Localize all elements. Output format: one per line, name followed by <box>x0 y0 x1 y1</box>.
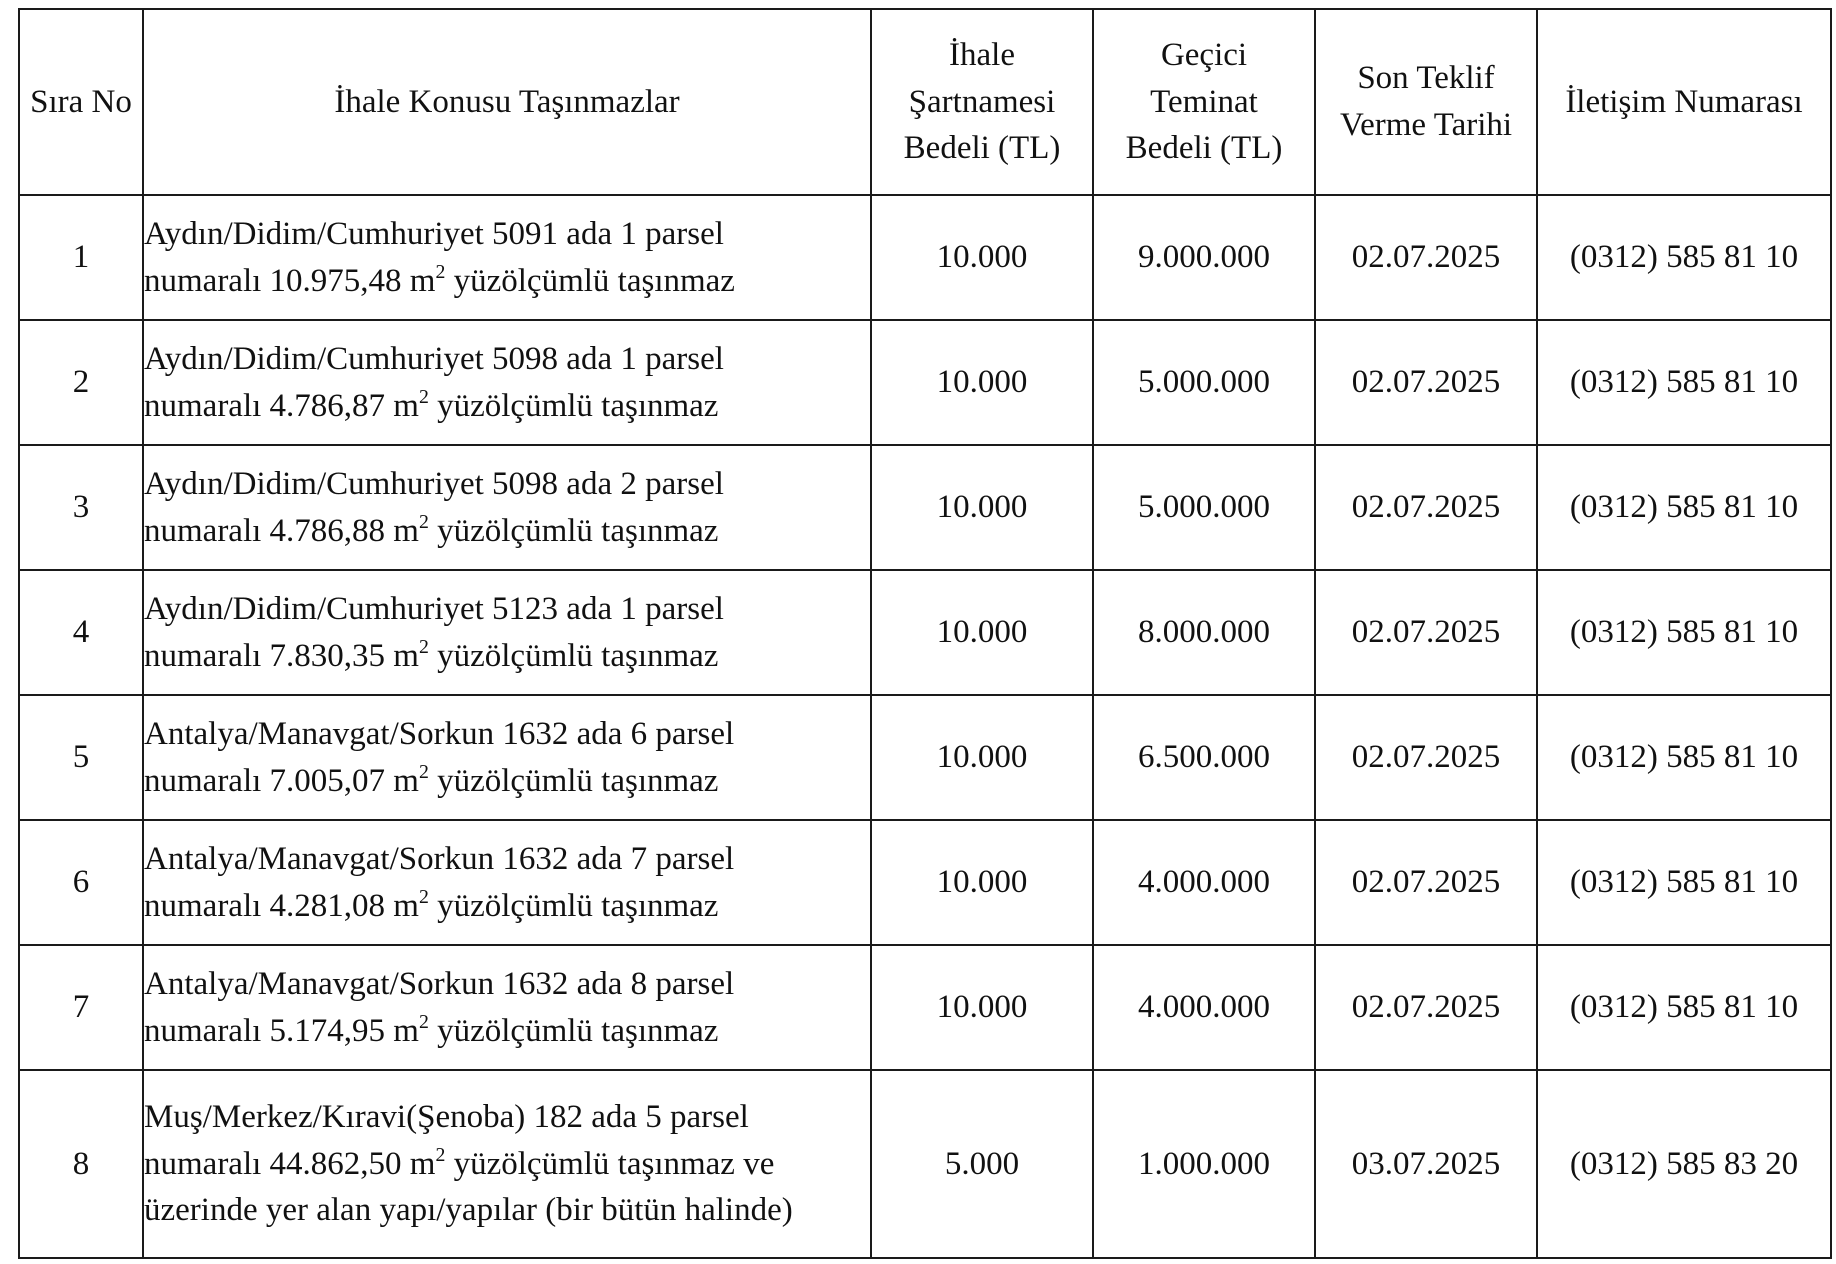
cell-iletisim-numarasi: (0312) 585 81 10 <box>1537 195 1831 320</box>
area-suffix: yüzölçümlü taşınmaz <box>428 512 719 549</box>
cell-teminat-bedeli: 4.000.000 <box>1093 945 1315 1070</box>
description-area-line <box>144 258 870 305</box>
header-tarih-line: Verme Tarihi <box>1339 107 1513 143</box>
header-sartname-line: Bedeli (TL) <box>903 130 1061 167</box>
area-exponent: 2 <box>418 635 429 658</box>
description-line: Aydın/Didim/Cumhuriyet 5098 ada 1 parsel <box>144 340 724 377</box>
cell-sira-no: 6 <box>19 820 143 945</box>
area-prefix: numaralı 44.862,50 m <box>144 1145 436 1182</box>
table-row <box>19 320 1831 445</box>
description-area-line <box>144 1008 870 1055</box>
area-suffix: yüzölçümlü taşınmaz <box>428 762 719 799</box>
cell-description <box>143 195 871 320</box>
header-teminat-line: Geçici <box>1160 36 1248 73</box>
cell-son-teklif-tarihi: 02.07.2025 <box>1315 695 1537 820</box>
header-tarih-line: Son Teklif <box>1357 60 1495 97</box>
cell-description <box>143 945 871 1070</box>
table-row <box>19 445 1831 570</box>
description-line: Aydın/Didim/Cumhuriyet 5091 ada 1 parsel <box>144 215 724 252</box>
description-line: Antalya/Manavgat/Sorkun 1632 ada 8 parsel <box>144 965 735 1002</box>
cell-sira-no: 8 <box>19 1070 143 1258</box>
area-exponent: 2 <box>435 1143 446 1166</box>
cell-teminat-bedeli: 6.500.000 <box>1093 695 1315 820</box>
cell-sira-no: 7 <box>19 945 143 1070</box>
cell-son-teklif-tarihi: 03.07.2025 <box>1315 1070 1537 1258</box>
area-suffix: yüzölçümlü taşınmaz <box>428 1012 719 1049</box>
header-sira-no: Sıra No <box>19 9 143 195</box>
description-line: üzerinde yer alan yapı/yapılar (bir bütün halinde) <box>144 1192 793 1229</box>
table-row <box>19 1070 1831 1258</box>
cell-son-teklif-tarihi: 02.07.2025 <box>1315 195 1537 320</box>
cell-son-teklif-tarihi: 02.07.2025 <box>1315 820 1537 945</box>
cell-teminat-bedeli: 8.000.000 <box>1093 570 1315 695</box>
cell-sira-no: 1 <box>19 195 143 320</box>
header-konu: İhale Konusu Taşınmazlar <box>143 9 871 195</box>
cell-iletisim-numarasi: (0312) 585 83 20 <box>1537 1070 1831 1258</box>
cell-son-teklif-tarihi: 02.07.2025 <box>1315 320 1537 445</box>
area-exponent: 2 <box>418 885 429 908</box>
table-header-row <box>19 9 1831 195</box>
area-suffix: yüzölçümlü taşınmaz <box>428 637 719 674</box>
description-line: Muş/Merkez/Kıravi(Şenoba) 182 ada 5 parsel <box>144 1098 749 1135</box>
area-exponent: 2 <box>418 385 429 408</box>
table-row <box>19 570 1831 695</box>
cell-sartname-bedeli: 10.000 <box>871 570 1093 695</box>
cell-iletisim-numarasi: (0312) 585 81 10 <box>1537 695 1831 820</box>
table-row <box>19 695 1831 820</box>
cell-sartname-bedeli: 10.000 <box>871 945 1093 1070</box>
cell-iletisim-numarasi: (0312) 585 81 10 <box>1537 820 1831 945</box>
table-row <box>19 820 1831 945</box>
description-line: Antalya/Manavgat/Sorkun 1632 ada 7 parsel <box>144 840 735 877</box>
cell-description <box>143 1070 871 1258</box>
cell-sira-no: 3 <box>19 445 143 570</box>
area-exponent: 2 <box>418 1010 429 1033</box>
description-area-line <box>144 758 870 805</box>
area-prefix: numaralı 4.786,87 m <box>144 387 419 424</box>
cell-sartname-bedeli: 10.000 <box>871 695 1093 820</box>
area-prefix: numaralı 7.830,35 m <box>144 637 419 674</box>
cell-son-teklif-tarihi: 02.07.2025 <box>1315 570 1537 695</box>
cell-teminat-bedeli: 4.000.000 <box>1093 820 1315 945</box>
description-line: Antalya/Manavgat/Sorkun 1632 ada 6 parsel <box>144 715 735 752</box>
cell-sira-no: 2 <box>19 320 143 445</box>
header-tarih <box>1315 9 1537 195</box>
cell-teminat-bedeli: 5.000.000 <box>1093 445 1315 570</box>
cell-sartname-bedeli: 10.000 <box>871 445 1093 570</box>
header-sartname-line: Şartnamesi <box>908 83 1056 120</box>
cell-teminat-bedeli: 1.000.000 <box>1093 1070 1315 1258</box>
cell-sartname-bedeli: 10.000 <box>871 195 1093 320</box>
area-suffix: yüzölçümlü taşınmaz <box>428 387 719 424</box>
cell-son-teklif-tarihi: 02.07.2025 <box>1315 945 1537 1070</box>
area-exponent: 2 <box>418 510 429 533</box>
cell-son-teklif-tarihi: 02.07.2025 <box>1315 445 1537 570</box>
area-suffix: yüzölçümlü taşınmaz <box>445 262 735 299</box>
cell-description <box>143 570 871 695</box>
area-suffix: yüzölçümlü taşınmaz ve <box>445 1145 775 1182</box>
area-prefix: numaralı 5.174,95 m <box>144 1012 419 1049</box>
cell-description <box>143 320 871 445</box>
cell-sartname-bedeli: 10.000 <box>871 820 1093 945</box>
cell-description <box>143 820 871 945</box>
cell-iletisim-numarasi: (0312) 585 81 10 <box>1537 945 1831 1070</box>
cell-iletisim-numarasi: (0312) 585 81 10 <box>1537 570 1831 695</box>
header-teminat-line: Teminat <box>1150 83 1258 120</box>
cell-teminat-bedeli: 5.000.000 <box>1093 320 1315 445</box>
description-area-line <box>144 383 870 430</box>
header-iletisim: İletişim Numarası <box>1537 9 1831 195</box>
cell-iletisim-numarasi: (0312) 585 81 10 <box>1537 320 1831 445</box>
area-prefix: numaralı 10.975,48 m <box>144 262 436 299</box>
header-sartname-line: İhale <box>949 36 1015 73</box>
description-area-line <box>144 1141 870 1188</box>
area-exponent: 2 <box>435 260 446 283</box>
cell-sira-no: 5 <box>19 695 143 820</box>
header-teminat-line: Bedeli (TL) <box>1125 130 1283 167</box>
description-area-line <box>144 508 870 555</box>
cell-sira-no: 4 <box>19 570 143 695</box>
area-prefix: numaralı 4.281,08 m <box>144 887 419 924</box>
tender-table <box>18 8 1832 1259</box>
description-line: Aydın/Didim/Cumhuriyet 5098 ada 2 parsel <box>144 465 724 502</box>
cell-description <box>143 695 871 820</box>
description-area-line <box>144 633 870 680</box>
table-row <box>19 195 1831 320</box>
table-row <box>19 945 1831 1070</box>
description-area-line <box>144 883 870 930</box>
cell-teminat-bedeli: 9.000.000 <box>1093 195 1315 320</box>
cell-iletisim-numarasi: (0312) 585 81 10 <box>1537 445 1831 570</box>
area-prefix: numaralı 7.005,07 m <box>144 762 419 799</box>
cell-description <box>143 445 871 570</box>
area-prefix: numaralı 4.786,88 m <box>144 512 419 549</box>
area-exponent: 2 <box>418 760 429 783</box>
area-suffix: yüzölçümlü taşınmaz <box>428 887 719 924</box>
cell-sartname-bedeli: 5.000 <box>871 1070 1093 1258</box>
header-sartname <box>871 9 1093 195</box>
description-line: Aydın/Didim/Cumhuriyet 5123 ada 1 parsel <box>144 590 724 627</box>
header-teminat <box>1093 9 1315 195</box>
cell-sartname-bedeli: 10.000 <box>871 320 1093 445</box>
